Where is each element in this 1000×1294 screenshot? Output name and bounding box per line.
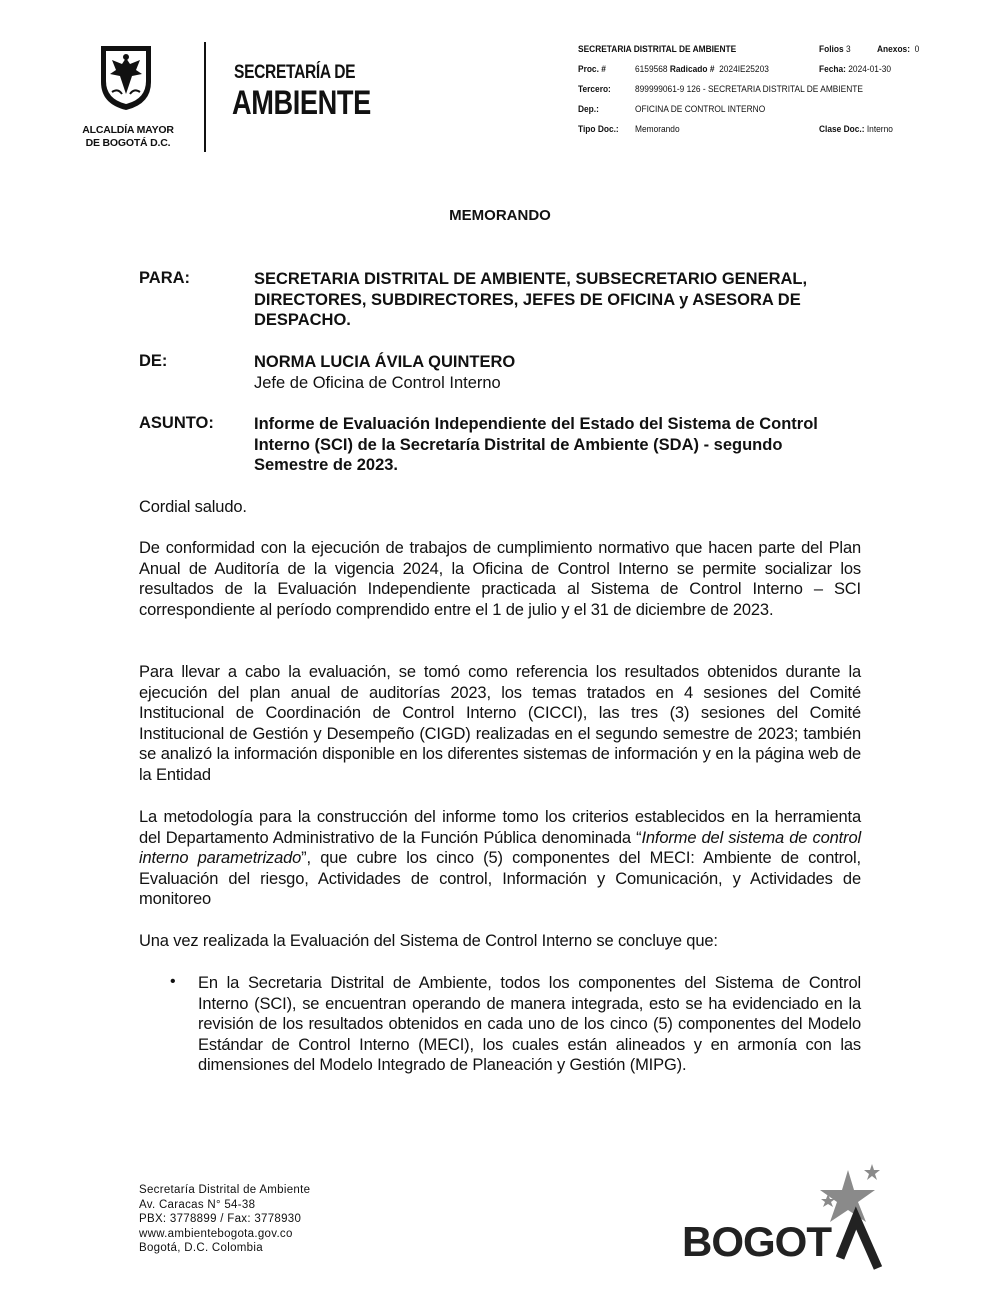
greeting: Cordial saludo.: [139, 498, 247, 516]
anexos-label: Anexos:: [877, 44, 910, 55]
logo-divider: [204, 42, 206, 152]
radicado-label: Radicado #: [669, 64, 715, 75]
paragraph-3-part-a: La metodología para la construcción del informe tomo los criterios establecidos en la herramienta del Departamento Administrativo de la Función Pública denominada “: [139, 808, 861, 847]
footer-line3: PBX: 3778899 / Fax: 3778930: [139, 1213, 302, 1225]
secretaria-logo-line2: AMBIENTE: [232, 84, 371, 122]
svg-text:BOGOT: BOGOT: [682, 1218, 831, 1265]
footer-line2: Av. Caracas N° 54-38: [139, 1198, 256, 1211]
asunto-label: ASUNTO:: [139, 414, 214, 432]
clase-doc-value: Interno: [866, 124, 893, 135]
clase-doc-label: Clase Doc.:: [819, 124, 865, 135]
para-label: PARA:: [139, 269, 191, 287]
bullet-icon: •: [170, 973, 176, 990]
fecha-label: Fecha:: [819, 64, 846, 75]
dep-value: OFICINA DE CONTROL INTERNO: [635, 104, 766, 115]
fecha-value: 2024-01-30: [848, 64, 892, 75]
coat-of-arms-logo: [98, 42, 154, 112]
paragraph-3-italic: Informe del sistema de control interno parametrizado: [139, 828, 861, 868]
paragraph-4: Una vez realizada la Evaluación del Sistema de Control Interno se concluye que:: [139, 932, 718, 950]
footer-address: [139, 1183, 310, 1256]
dep-label: Dep.:: [578, 104, 599, 115]
bogota-logo: [680, 1160, 890, 1270]
tercero-value: 899999061-9 126 - SECRETARIA DISTRITAL DE AMBIENTE: [635, 84, 863, 95]
tercero-label: Tercero:: [578, 84, 611, 95]
memo-title: MEMORANDO: [449, 207, 551, 224]
footer-line1: Secretaría Distrital de Ambiente: [139, 1184, 311, 1196]
bullet-item-1: En la Secretaria Distrital de Ambiente, todos los componentes del Sistema de Control Interno (SCI), se encuentran operando de manera integrada, esto se ha evidenciado en la revisión de los resultados obtenidos en cada uno de los cinco (5) componentes del Modelo Estándar de Control Interno (MECI), los cuales están alineados y en armonía con las dimensiones del Modelo Integrado de Planeación y Gestión (MIPG).: [198, 974, 861, 1075]
radicado-value: 2024IE25203: [719, 64, 769, 75]
radicado-entity: SECRETARIA DISTRITAL DE AMBIENTE: [578, 44, 737, 55]
paragraph-2: Para llevar a cabo la evaluación, se tomó como referencia los resultados obtenidos durante la ejecución del plan anual de auditorías 2023, los temas tratados en 4 sesiones del Comité Institucional de Coordinación de Control Interno (CICCI), las tres (3) sesiones del Comité Institucional de Gestión y Desempeño (CIGD) realizadas en el segundo semestre de 2023; también se analizó la información disponible en los diferentes sistemas de información y en la página web de la Entidad: [139, 663, 861, 784]
paragraph-1: De conformidad con la ejecución de trabajos de cumplimiento normativo que hacen parte del Plan Anual de Auditoría de la vigencia 2024, la Oficina de Control Interno se permite socializar los resultados de la Evaluación Independiente practicada al Sistema de Control Interno – SCI correspondiente al período comprendido entre el 1 de julio y el 31 de diciembre de 2023.: [139, 539, 861, 619]
de-label: DE:: [139, 352, 168, 370]
folios-label: Folios: [819, 44, 844, 55]
de-title: Jefe de Oficina de Control Interno: [254, 374, 501, 392]
secretaria-logo-line1: SECRETARÍA DE: [234, 62, 356, 83]
paragraph-3: [139, 807, 861, 910]
folios-value: 3: [845, 44, 851, 55]
proc-value: 6159568: [635, 64, 668, 75]
paragraph-3-part-b: ”, que cubre los cinco (5) componentes del MECI: Ambiente de control, Evaluación del riesgo, Actividades de control, Información y Comunicación, y Actividades de monitoreo: [139, 849, 861, 909]
tipo-doc-value: Memorando: [635, 124, 680, 135]
asunto-value: Informe de Evaluación Independiente del Estado del Sistema de Control Interno (SCI) de la Secretaría Distrital de Ambiente (SDA) - segundo Semestre de 2023.: [254, 415, 818, 474]
footer-line5: Bogotá, D.C. Colombia: [139, 1242, 263, 1254]
anexos-value: 0: [914, 44, 920, 55]
alcaldia-line1: ALCALDÍA MAYOR: [82, 124, 174, 136]
proc-label: Proc. #: [578, 64, 606, 75]
footer-line4: www.ambientebogota.gov.co: [139, 1227, 293, 1240]
small-star-icon: [864, 1164, 880, 1180]
alcaldia-label: [80, 124, 176, 150]
alcaldia-line2: DE BOGOTÁ D.C.: [85, 137, 171, 149]
de-name: NORMA LUCIA ÁVILA QUINTERO: [254, 353, 516, 371]
para-value: SECRETARIA DISTRITAL DE AMBIENTE, SUBSECRETARIO GENERAL, DIRECTORES, SUBDIRECTORES, JEFES DE OFICINA y ASESORA DE DESPACHO.: [254, 270, 808, 329]
tipo-doc-label: Tipo Doc.:: [578, 124, 619, 135]
